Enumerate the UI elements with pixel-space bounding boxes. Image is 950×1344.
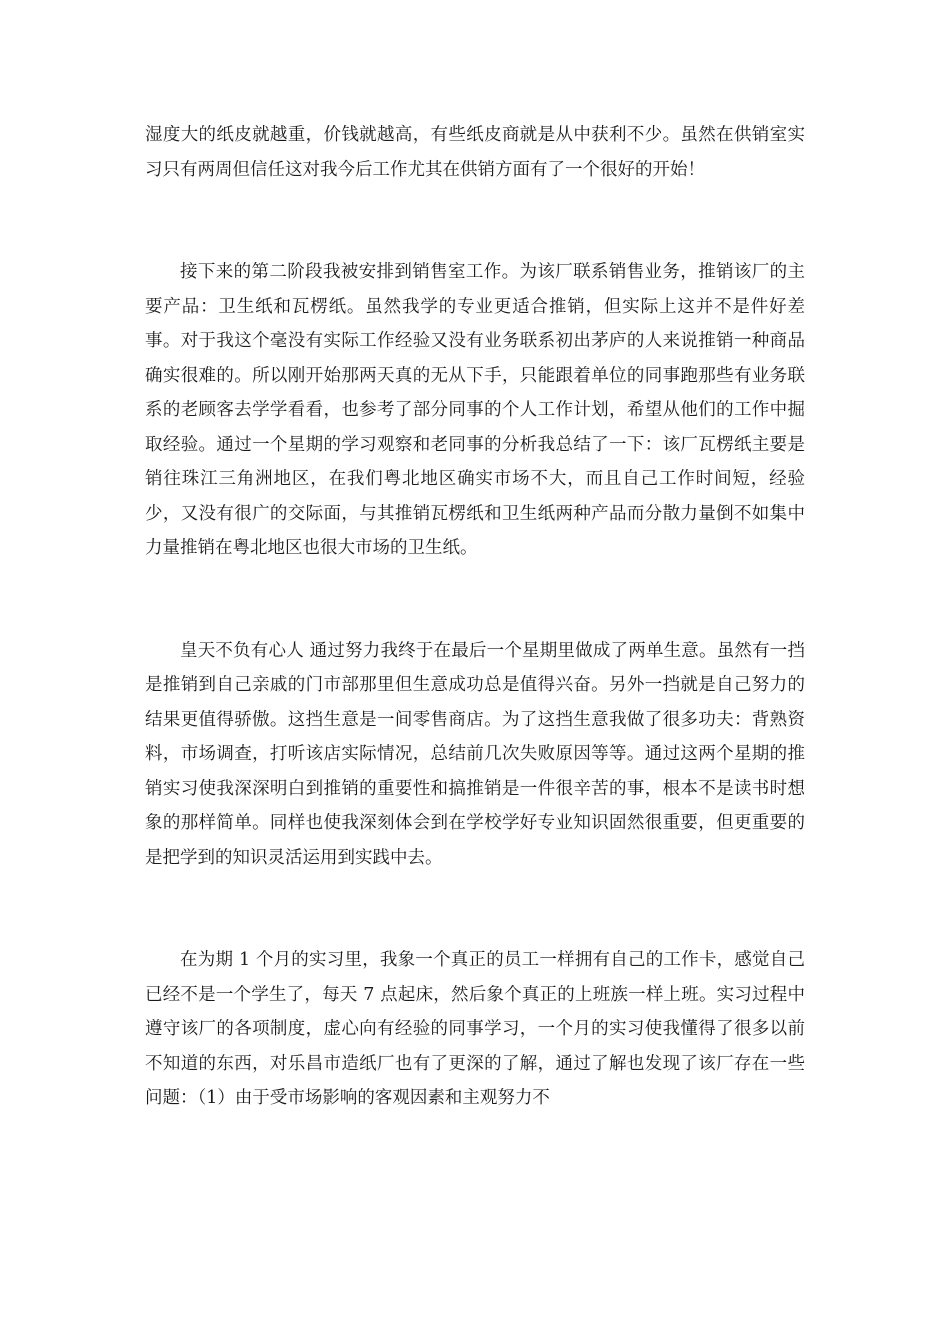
paragraph-3: 皇天不负有心人 通过努力我终于在最后一个星期里做成了两单生意。虽然有一挡是推销到自己亲戚的门市部那里但生意成功总是值得兴奋。另外一挡就是自己努力的结果更值得骄傲。这挡生意是一间零售商店。为了这挡生意我做了很多功夫：背熟资料，市场调查，打听该店实际情况，总结前几次失败原因等等。通过这两个星期的推销实习使我深深明白到推销的重要性和搞推销是一件很辛苦的事，根本不是读书时想象的那样简单。同样也使我深刻体会到在学校学好专业知识固然很重要，但更重要的是把学到的知识灵活运用到实践中去。: [145, 640, 805, 868]
paragraph-4: 在为期 1 个月的实习里，我象一个真正的员工一样拥有自己的工作卡，感觉自己已经不是一个学生了，每天 7 点起床，然后象个真正的上班族一样上班。实习过程中遵守该厂的各项制度，虚心向有经验的同事学习，一个月的实习使我懂得了很多以前不知道的东西，对乐昌市造纸厂也有了更深的了解，通过了解也发现了该厂存在一些问题：（1）由于受市场影响的客观因素和主观努力不: [145, 950, 805, 1108]
paragraph-1: 湿度大的纸皮就越重，价钱就越高，有些纸皮商就是从中获利不少。虽然在供销室实习只有两周但信任这对我今后工作尤其在供销方面有了一个很好的开始！: [145, 125, 805, 180]
paragraph-2: 接下来的第二阶段我被安排到销售室工作。为该厂联系销售业务，推销该厂的主要产品：卫生纸和瓦楞纸。虽然我学的专业更适合推销，但实际上这并不是件好差事。对于我这个毫没有实际工作经验又没有业务联系初出茅庐的人来说推销一种商品确实很难的。所以刚开始那两天真的无从下手，只能跟着单位的同事跑那些有业务联系的老顾客去学学看看，也参考了部分同事的个人工作计划，希望从他们的工作中掘取经验。通过一个星期的学习观察和老同事的分析我总结了一下：该厂瓦楞纸主要是销往珠江三角洲地区，在我们粤北地区确实市场不大，而且自己工作时间短，经验少，又没有很广的交际面，与其推销瓦楞纸和卫生纸两种产品而分散力量倒不如集中力量推销在粤北地区也很大市场的卫生纸。: [145, 262, 805, 558]
document-page: [145, 118, 805, 1116]
